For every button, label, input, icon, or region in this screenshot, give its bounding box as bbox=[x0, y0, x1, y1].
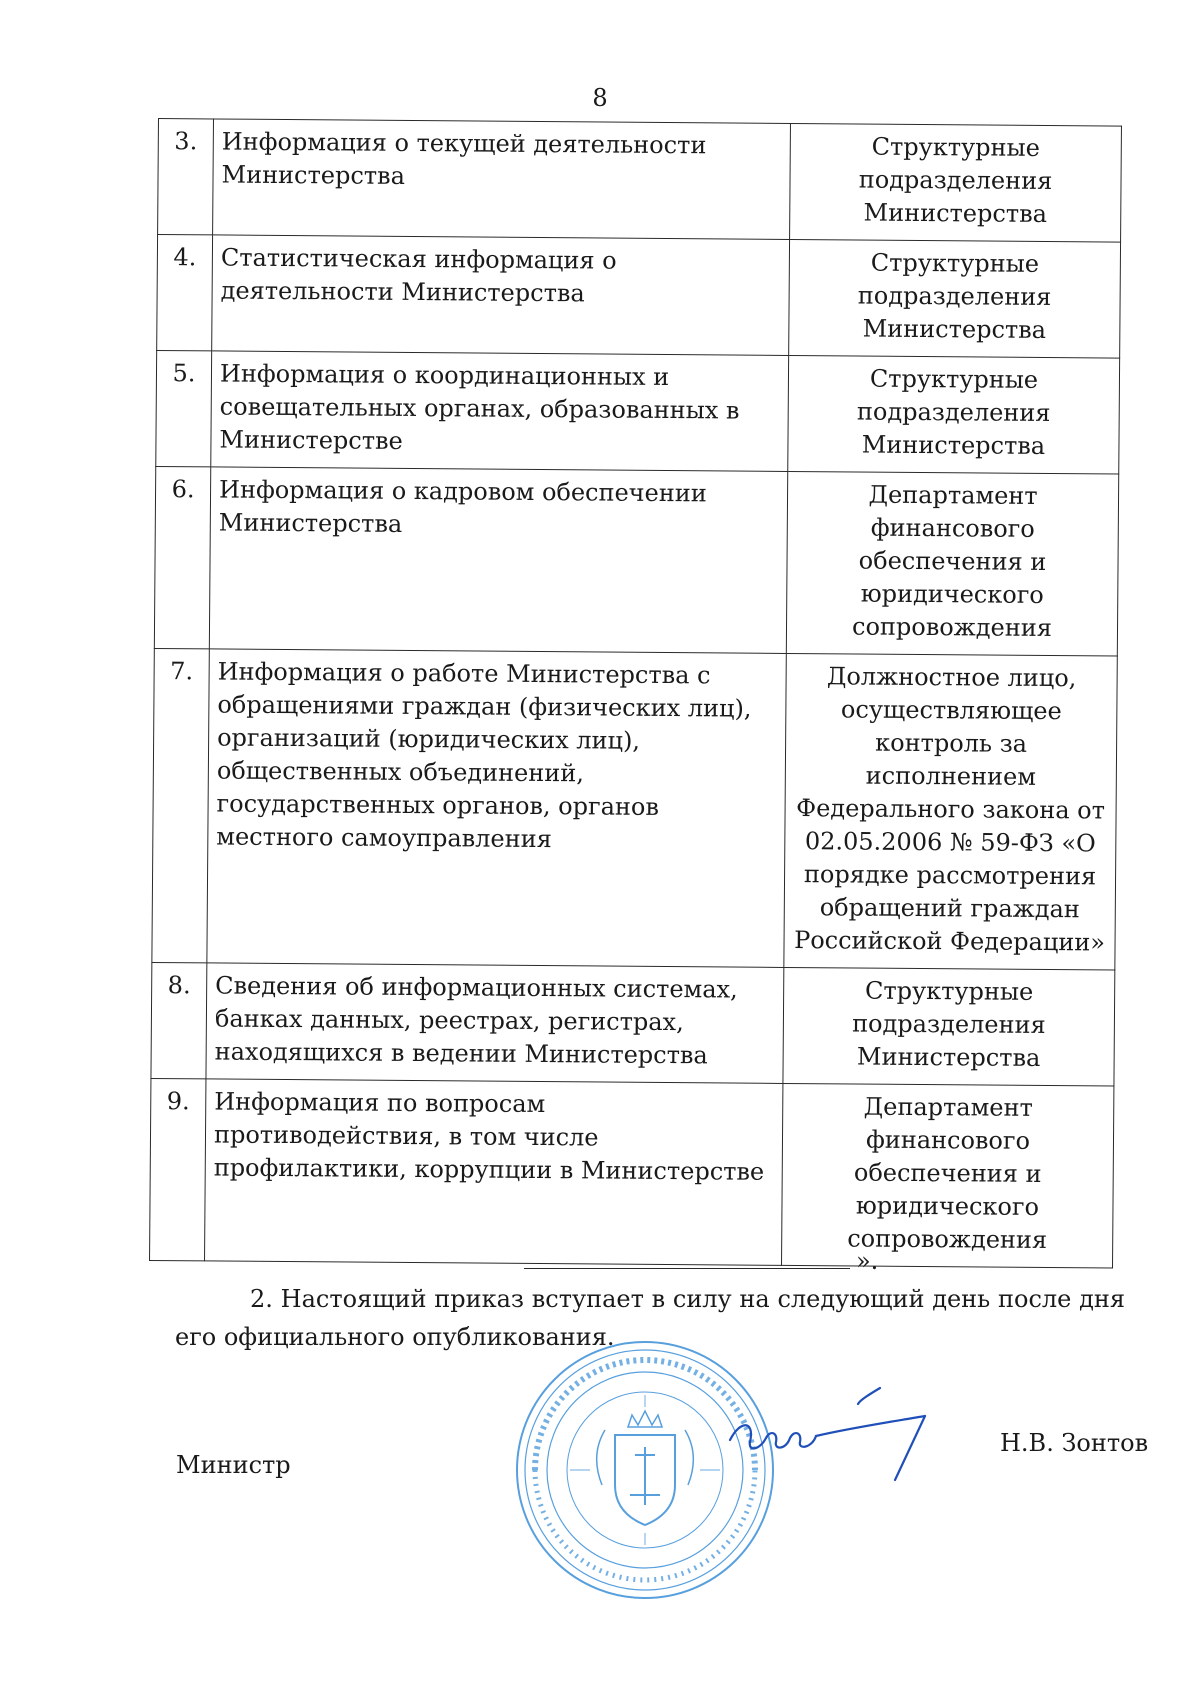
responsible-cell: Структурные подразделения Министерства bbox=[788, 355, 1120, 474]
paragraph-2: 2. Настоящий приказ вступает в силу на следующий день после дня его официального опубликования. bbox=[175, 1285, 1125, 1351]
info-cell: Статистическая информация о деятельности Министерства bbox=[212, 235, 790, 356]
row-number: 9. bbox=[150, 1078, 206, 1260]
signer-title: Министр bbox=[176, 1451, 291, 1479]
row-number: 5. bbox=[156, 350, 212, 466]
responsible-cell: Структурные подразделения Министерства bbox=[789, 239, 1121, 358]
table-row bbox=[157, 235, 1121, 359]
page-number: 8 bbox=[592, 84, 608, 112]
row-number: 4. bbox=[157, 235, 213, 351]
responsible-cell: Должностное лицо, осуществляющее контроль за исполнением Федерального закона от 02.05.2006 № 59-ФЗ «О порядке рассмотрения обращений граждан Российской Федерации» bbox=[784, 653, 1117, 970]
table-row bbox=[151, 962, 1115, 1086]
signer-name: Н.В. Зонтов bbox=[1000, 1429, 1149, 1457]
responsible-cell: Структурные подразделения Министерства bbox=[783, 967, 1115, 1086]
info-cell: Информация о работе Министерства с обращениями граждан (физических лиц), организаций (юридических лиц), общественных объединений, государственных органов, органов местного самоуправления bbox=[207, 649, 786, 968]
responsible-cell: Департамент финансового обеспечения и юридического сопровождения bbox=[782, 1083, 1114, 1268]
responsible-cell: Департамент финансового обеспечения и юридического сопровождения bbox=[786, 471, 1118, 656]
responsible-cell: Структурные подразделения Министерства bbox=[790, 123, 1122, 242]
info-cell: Информация о текущей деятельности Министерства bbox=[213, 119, 791, 240]
row-number: 7. bbox=[152, 648, 209, 962]
closing-mark bbox=[524, 1247, 878, 1275]
table-row bbox=[154, 466, 1118, 656]
closing-underline bbox=[524, 1267, 850, 1269]
info-cell: Сведения об информационных системах, банках данных, реестрах, регистрах, находящихся в ведении Министерства bbox=[206, 963, 784, 1084]
table-body bbox=[150, 119, 1122, 1269]
table-row bbox=[156, 350, 1120, 474]
table-row bbox=[150, 1078, 1114, 1268]
table-row bbox=[152, 648, 1117, 970]
closing-quote: ». bbox=[856, 1247, 879, 1275]
info-cell: Информация по вопросам противодействия, в том числе профилактики, коррупции в Министерстве bbox=[205, 1079, 783, 1266]
row-number: 3. bbox=[158, 119, 214, 235]
handwritten-signature bbox=[720, 1380, 940, 1490]
table-row bbox=[158, 119, 1122, 243]
info-cell: Информация о кадровом обеспечении Министерства bbox=[209, 467, 787, 654]
row-number: 6. bbox=[154, 466, 210, 648]
info-cell: Информация о координационных и совещательных органах, образованных в Министерстве bbox=[211, 351, 789, 472]
row-number: 8. bbox=[151, 962, 207, 1078]
responsibility-table bbox=[149, 118, 1122, 1269]
